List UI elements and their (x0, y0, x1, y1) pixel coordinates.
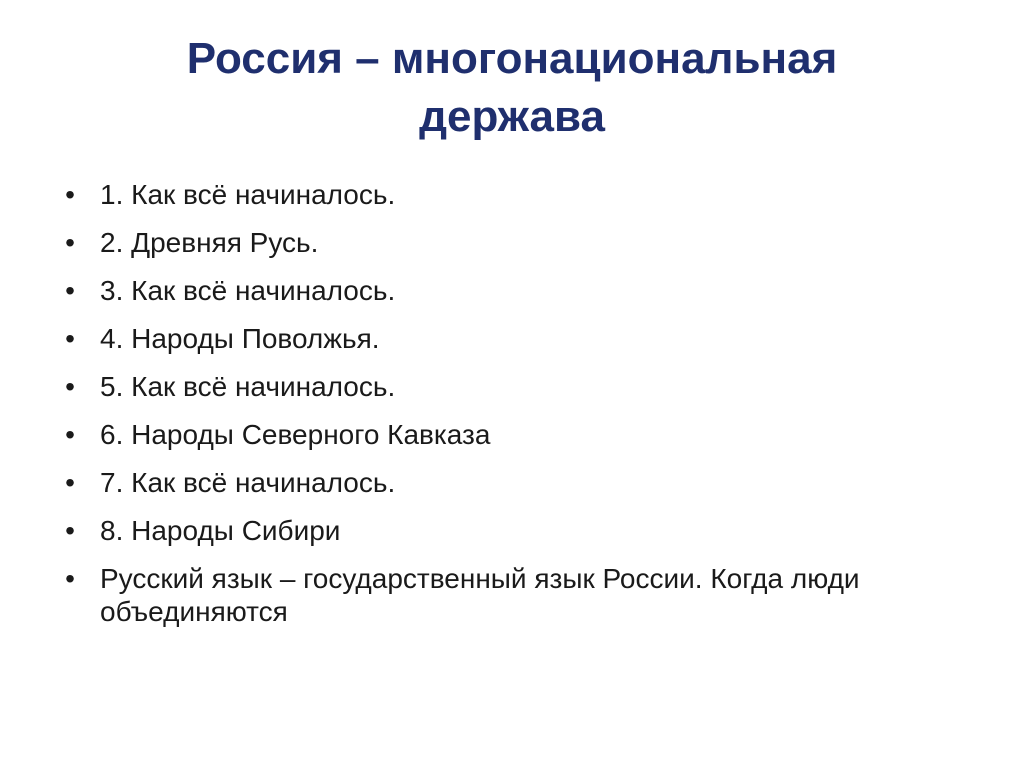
bullet-icon: • (65, 323, 75, 354)
bullet-text: 2. Древняя Русь. (100, 227, 319, 258)
bullet-item-8 (60, 514, 960, 547)
bullet-item-7 (60, 466, 960, 499)
bullet-icon: • (65, 467, 75, 498)
bullet-text: 1. Как всё начиналось. (100, 179, 396, 210)
bullet-icon: • (65, 179, 75, 210)
bullet-item-2 (60, 226, 960, 259)
bullet-item-4 (60, 322, 960, 355)
bullet-text: 7. Как всё начиналось. (100, 467, 396, 498)
bullet-item-1 (60, 178, 960, 211)
bullet-icon: • (65, 419, 75, 450)
bullet-text: Русский язык – государственный язык России. Когда люди объединяются (100, 563, 860, 627)
bullet-item-3 (60, 274, 960, 307)
bullet-text: 8. Народы Сибири (100, 515, 341, 546)
bullet-item-9 (60, 562, 960, 628)
bullet-text: 6. Народы Северного Кавказа (100, 419, 491, 450)
bullet-icon: • (65, 275, 75, 306)
bullet-icon: • (65, 515, 75, 546)
bullet-text: 4. Народы Поволжья. (100, 323, 380, 354)
bullet-icon: • (65, 563, 75, 594)
bullet-item-6 (60, 418, 960, 451)
slide-title-line-1: Россия – многонациональная (186, 34, 838, 83)
bullet-icon: • (65, 227, 75, 258)
slide-title (60, 30, 964, 146)
bullet-list (60, 178, 960, 643)
bullet-icon: • (65, 371, 75, 402)
slide-title-line-2: держава (419, 92, 605, 141)
bullet-item-5 (60, 370, 960, 403)
bullet-text: 3. Как всё начиналось. (100, 275, 396, 306)
bullet-text: 5. Как всё начиналось. (100, 371, 396, 402)
